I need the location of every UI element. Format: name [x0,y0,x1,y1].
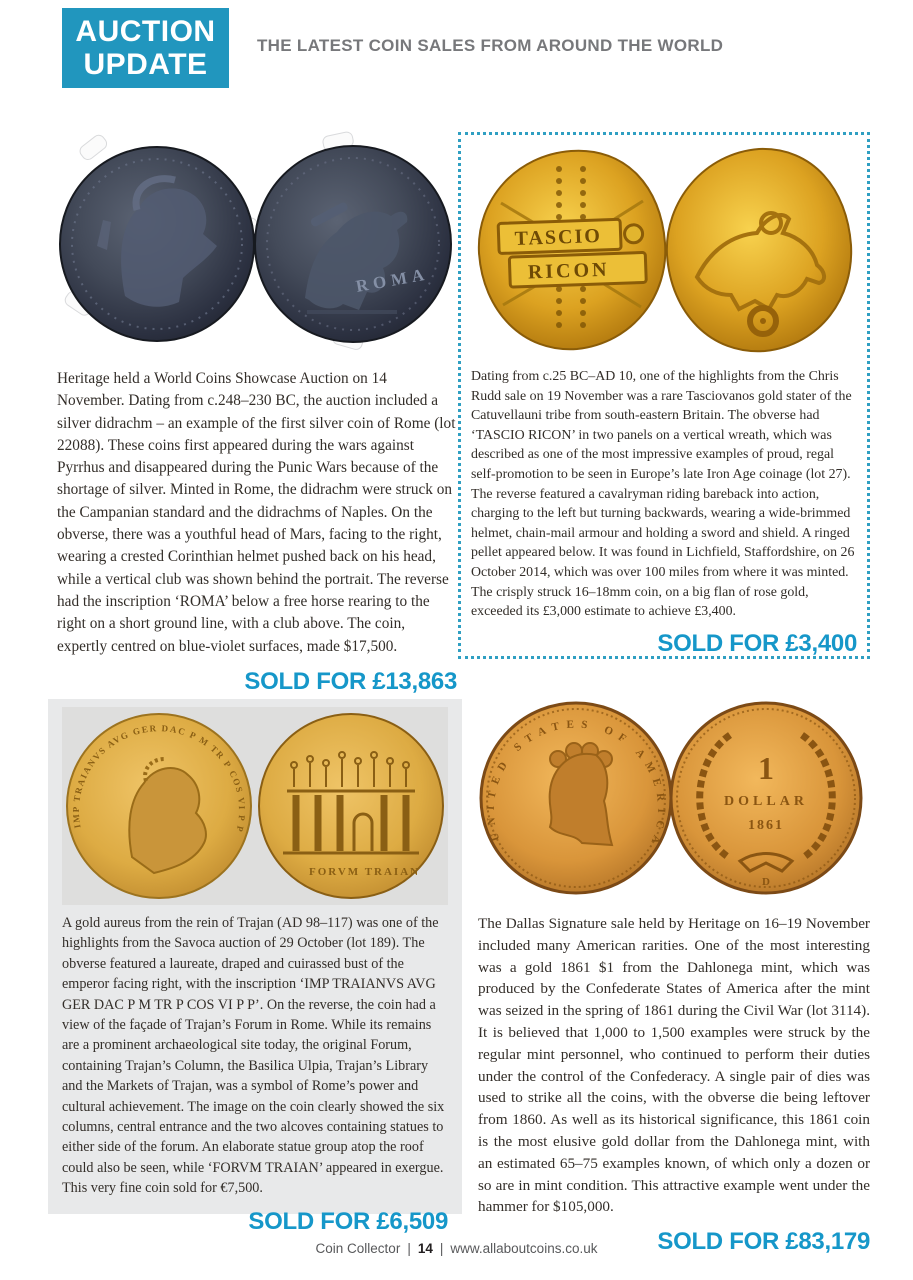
article-body: Dating from c.25 BC–AD 10, one of the highlights from the Chris Rudd sale on 19 November was a rare Tasciovanos gold stater of the Catuvellauni tribe from south-eastern Britain. The obverse had ‘TASCIO RICON’ in two panels on a vertical wreath, which was described as one of the most impressive examples of proud, regal self-promotion to be seen in Europe’s late Iron Age coinage (lot 27). The reverse featured a cavalryman riding bareback into action, charging to the left but turning backwards, wearing a wide-brimmed helmet, chain-mail armour and holding a sword and shield. A ringed pellet appeared below. It was found in Lichfield, Staffordshire, on 26 October 2014, which was over 100 miles from where it was minted. The crisply struck 16–18mm coin, on a big flan of rose gold, exceeded its £3,000 estimate to achieve £3,400. [471,369,855,620]
coin-date: 1861 [748,818,784,833]
didrachm-reverse-coin [255,146,451,342]
article-body: Heritage held a World Coins Showcase Auction on 14 November. Dating from c.248–230 BC, the auction included a silver didrachm – an example of the first silver coin of Rome (lot 22088). These coins first appeared during the wars against Pyrrhus and disappeared during the Punic Wars because of the shortage of silver. Minted in Rome, the didrachm were struck on the Campanian standard and the didrachms of Naples. On the obverse, there was a youthful head of Mars, facing to the right, wearing a crested Corinthian helmet pushed back on his head, while a vertical club was shown behind the portrait. The reverse had the inscription ‘ROMA’ below a free horse rearing to the right on a short ground line, with a club above. The coin, expertly centred on blue-violet surfaces, made $17,500. [57,370,456,655]
page-title: THE LATEST COIN SALES FROM AROUND THE WORLD [257,36,724,55]
magazine-name: Coin Collector [315,1241,401,1256]
auction-update-logo [62,8,229,88]
article-silver-didrachm [57,126,457,696]
denomination-word: DOLLAR [724,794,808,809]
sold-price: SOLD FOR £6,509 [248,1207,448,1235]
aureus-obverse-coin [67,714,251,898]
princess-head [550,743,612,845]
tascio-panel-text: TASCIO [514,224,603,250]
dollar-obverse-legend: UNITED STATES OF AMERICA [484,718,668,852]
footer-separator: | [407,1241,411,1256]
roma-inscription: ROMA [354,264,431,296]
dollar-obverse-coin [481,703,671,893]
ricon-panel-text: RICON [527,258,610,284]
didrachm-photo [57,126,457,360]
logo-line2: UPDATE [83,48,208,81]
sold-price: SOLD FOR £83,179 [657,1228,870,1256]
denomination-value: 1 [758,750,774,786]
gold-dollar-photo [478,693,870,903]
article-gold-stater [458,132,870,659]
aureus-photo [62,707,448,905]
stater-photo [471,143,857,357]
mintmark: D [762,876,770,888]
sold-price: SOLD FOR £3,400 [657,629,857,657]
article-gold-dollar [478,693,870,1256]
aureus-reverse-coin [259,714,443,898]
stater-obverse-coin [479,151,665,350]
article-trajan-aureus [48,699,462,1235]
didrachm-obverse-coin [60,147,254,341]
stater-reverse-coin [667,149,851,351]
article-body: A gold aureus from the rein of Trajan (AD 98–117) was one of the highlights from the Savoca auction of 29 October (lot 189). The obverse featured a laureate, draped and cuirassed bust of the emperor facing right, with the inscription ‘IMP TRAIANVS AVG GER DAC P M TR P COS VI P P’. On the reverse, the coin had a view of the façade of Trajan’s Forum in Rome. While its remains are a prominent archaeological site today, the original Forum, containing Trajan’s Column, the Basilica Ulpia, Trajan’s Library and the Markets of Trajan, was a symbol of Rome’s power and cultural achievement. The image on the coin clearly showed the six columns, central entrance and the two alcoves containing statues to either side of the forum. An elaborate statue group atop the roof could also be seen, while ‘FORVM TRAIAN’ appeared in exergue. This very fine coin sold for €7,500. [62,915,445,1197]
footer-separator: | [439,1241,444,1256]
dollar-reverse-coin [671,703,861,893]
magazine-url: www.allaboutcoins.co.uk [450,1241,598,1256]
article-body: The Dallas Signature sale held by Heritage on 16–19 November included many American rarities. One of the most interesting was a gold 1861 $1 from the Dahlonega mint, which was produced by the Confederate States of America after the mint was seized in the spring of 1861 during the Civil War (lot 3114). It is believed that 1,000 to 1,500 examples were struck by the regular mint personnel, who continued to perform their duties under the control of the Confederacy. A single pair of dies was used to strike all the coins, with the obverse die being leftover from 1860. As well as its historical significance, this 1861 coin is the most elusive gold dollar from the Dahlonega mint, with an estimated 65–75 examples known, of which only a dozen or so are in mint condition. This attractive example went under the hammer for $105,000. [478,915,870,1216]
logo-line1: AUCTION [75,15,216,48]
page-footer [0,1241,913,1256]
page-number: 14 [417,1241,433,1256]
aureus-exergue: FORVM TRAIAN [309,866,421,878]
aureus-obverse-legend: IMP TRAIANVS AVG GER DAC P M TR P COS VI P P [70,723,248,835]
sold-price: SOLD FOR £13,863 [244,667,457,695]
